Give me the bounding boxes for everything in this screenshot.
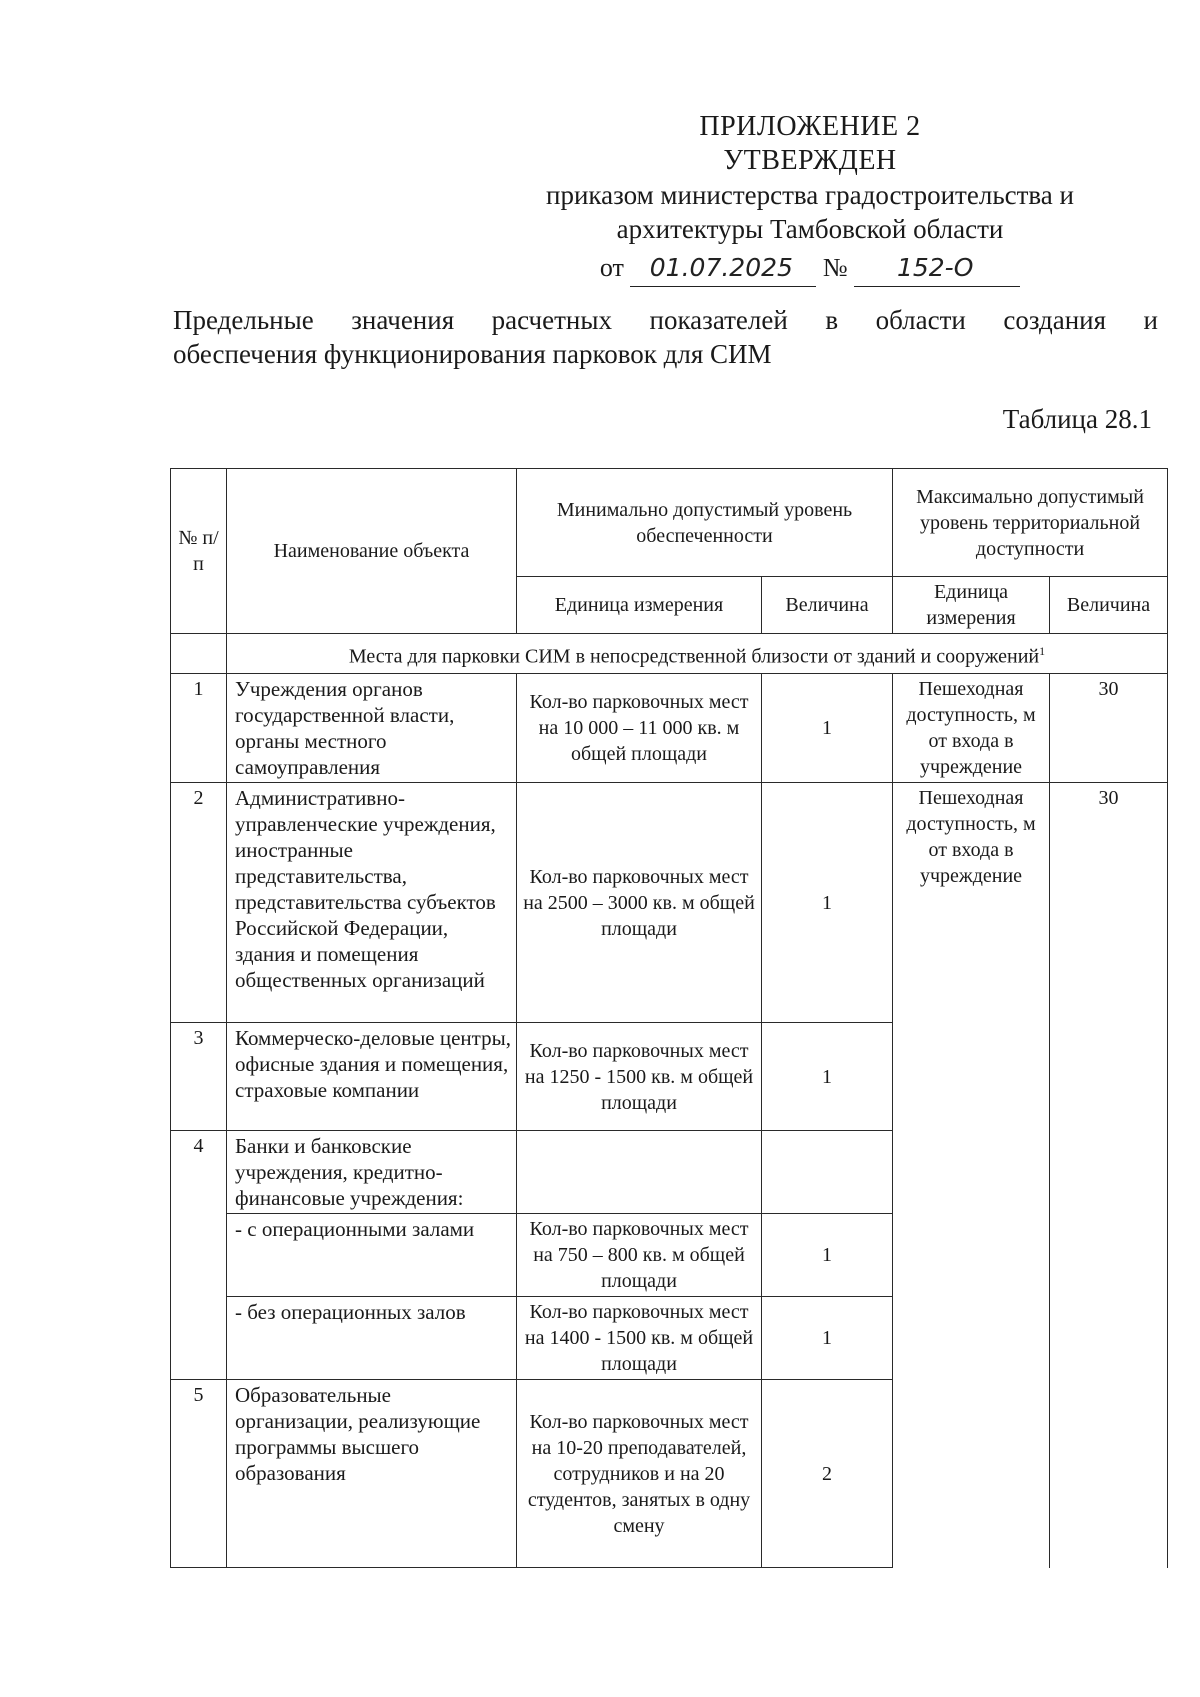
row-value: 2 [762,1380,893,1568]
subrow-name: - с операционными залами [227,1214,517,1297]
table-header-row [171,469,1168,577]
order-number: 152-О [854,250,1020,287]
subrow-unit: Кол-во парковочных мест на 750 – 800 кв. м общей площади [517,1214,762,1297]
header-min-level: Минимально допустимый уровень обеспеченности [517,469,893,577]
header-unit-2: Единица измерения [893,577,1050,634]
header-unit: Единица измерения [517,577,762,634]
row-num: 2 [171,783,227,1023]
subrow-name: - без операционных залов [227,1297,517,1380]
row-unit-empty [517,1131,762,1214]
row-name: Административно-управленческие учреждения, иностранные представительства, представительства субъектов Российской Федерации, здания и помещения общественных организаций [227,783,517,1023]
row-name: Учреждения органов государственной власти, органы местного самоуправления [227,674,517,783]
header-value: Величина [762,577,893,634]
approval-line-2: архитектуры Тамбовской области [616,214,1004,244]
subrow-value: 1 [762,1297,893,1380]
header-value-2: Величина [1050,577,1168,634]
document-title [173,303,1158,371]
row-value: 1 [762,674,893,783]
row-value: 1 [762,783,893,1023]
row-value-empty [762,1131,893,1214]
section-row [171,634,1168,674]
row-name: Образовательные организации, реализующие программы высшего образования [227,1380,517,1568]
number-label: № [822,253,848,282]
section-num-cell [171,634,227,674]
table-caption: Таблица 28.1 [1002,404,1152,434]
access-value-text: 30 [1098,787,1119,809]
from-label: от [599,253,624,282]
row-num: 3 [171,1023,227,1131]
approval-line-1: приказом министерства градостроительства и [546,180,1074,210]
section-title [227,634,1168,674]
order-date: 01.07.2025 [630,250,816,287]
row-access-value: 30 [1050,674,1168,783]
table-row [171,783,1168,1023]
row-unit: Кол-во парковочных мест на 10 000 – 11 000 кв. м общей площади [517,674,762,783]
header-num: № п/п [171,469,227,634]
row-value: 1 [762,1023,893,1131]
document-title-line-1: Предельные значения расчетных показателей в области создания и [173,305,1158,335]
row-access-unit [893,783,1050,1568]
header-name: Наименование объекта [227,469,517,634]
row-name: Коммерческо-деловые центры, офисные здания и помещения, страховые компании [227,1023,517,1131]
row-num: 1 [171,674,227,783]
approved-label: УТВЕРЖДЕН [723,145,897,176]
approval-block [480,110,1140,287]
appendix-label: ПРИЛОЖЕНИЕ 2 [699,111,921,142]
row-access-unit: Пешеходная доступность, м от входа в учреждение [893,674,1050,783]
subrow-unit: Кол-во парковочных мест на 1400 - 1500 кв. м общей площади [517,1297,762,1380]
row-num: 5 [171,1380,227,1568]
row-unit: Кол-во парковочных мест на 2500 – 3000 кв. м общей площади [517,783,762,1023]
table-row [171,674,1168,783]
approval-date-line [480,250,1140,287]
header-max-level: Максимально допустимый уровень территориальной доступности [893,469,1168,577]
row-unit: Кол-во парковочных мест на 1250 - 1500 кв. м общей площади [517,1023,762,1131]
document-title-line-2: обеспечения функционирования парковок для СИМ [173,339,772,369]
row-unit: Кол-во парковочных мест на 10-20 преподавателей, сотрудников и на 20 студентов, занятых в одну смену [517,1380,762,1568]
subrow-value: 1 [762,1214,893,1297]
access-unit-text: Пешеходная доступность, м от входа в учреждение [906,787,1036,887]
row-access-value [1050,783,1168,1568]
row-num: 4 [171,1131,227,1380]
standards-table [170,468,1168,1568]
section-title-text: Места для парковки СИМ в непосредственной близости от зданий и сооружений [348,645,1040,668]
section-footnote-marker: 1 [1039,643,1046,658]
row-name: Банки и банковские учреждения, кредитно-финансовые учреждения: [227,1131,517,1214]
